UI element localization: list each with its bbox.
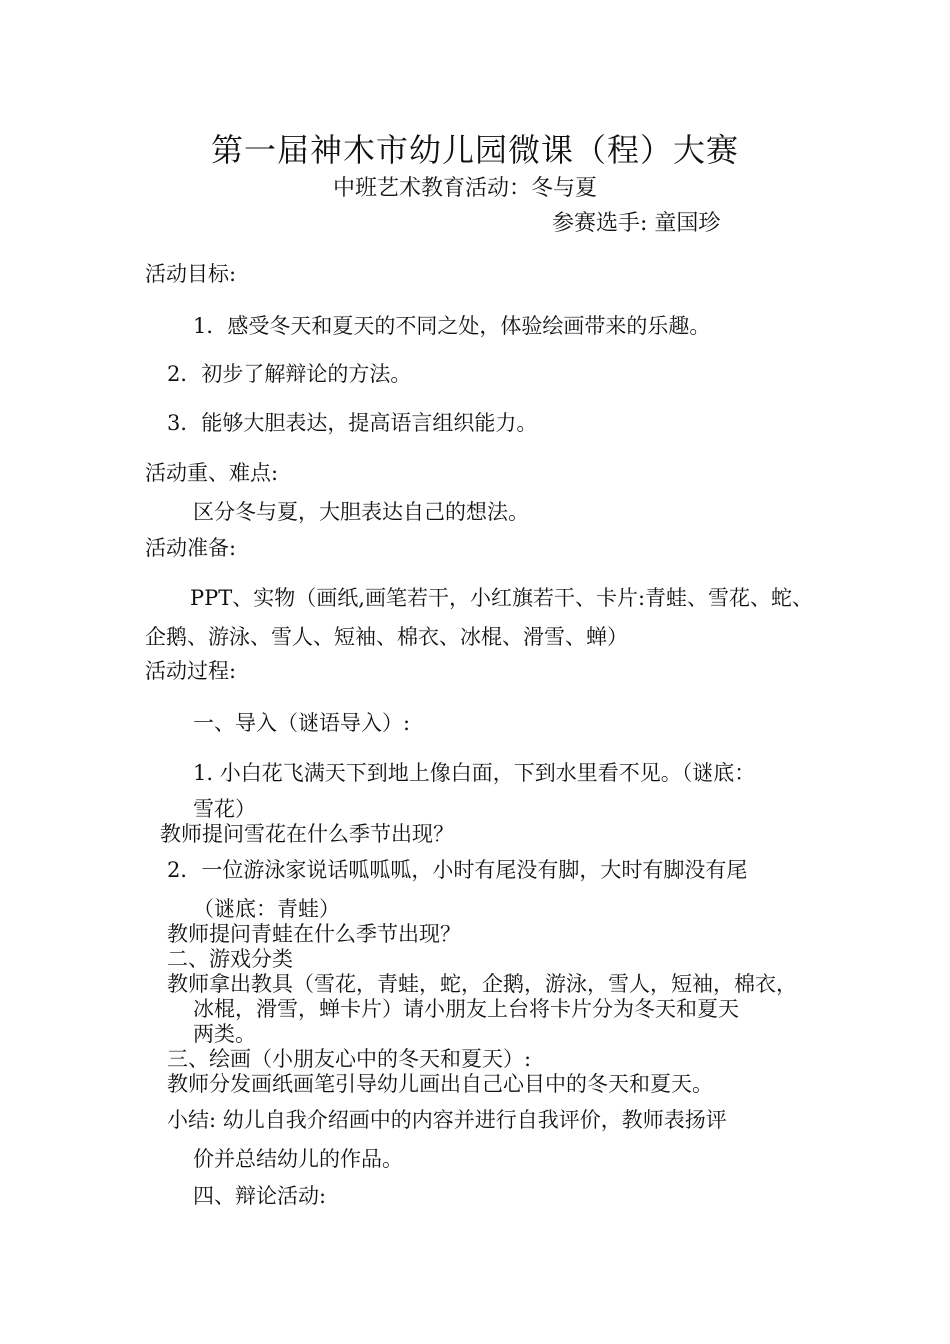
key-points-text: 区分冬与夏，大胆表达自己的想法。 <box>193 500 529 524</box>
game-line-2: 冰棍，滑雪，蝉卡片）请小朋友上台将卡片分为冬天和夏天 <box>193 997 739 1021</box>
riddle-2-line-2: （谜底：青蛙） <box>193 897 340 921</box>
summary-line-2: 价并总结幼儿的作品。 <box>193 1147 403 1171</box>
preparation-line-2: 企鹅、游泳、雪人、短袖、棉衣、冰棍、滑雪、蝉） <box>145 625 628 649</box>
goal-item-2: 2．初步了解辩论的方法。 <box>167 362 412 386</box>
section-1-heading: 一、导入（谜语导入）: <box>193 711 411 735</box>
drawing-instruction: 教师分发画纸画笔引导幼儿画出自己心目中的冬天和夏天。 <box>167 1072 713 1096</box>
game-line-1: 教师拿出教具（雪花，青蛙，蛇，企鹅，游泳，雪人，短袖，棉衣， <box>167 972 797 996</box>
key-points-heading: 活动重、难点: <box>145 461 279 485</box>
riddle-1-line-2: 雪花） <box>193 797 256 821</box>
section-3-heading: 三、绘画（小朋友心中的冬天和夏天）: <box>167 1047 532 1071</box>
preparation-line-1: PPT、实物（画纸,画笔若干，小红旗若干、卡片:青蛙、雪花、蛇、 <box>190 586 814 610</box>
preparation-heading: 活动准备: <box>145 536 237 560</box>
process-heading: 活动过程: <box>145 659 237 683</box>
document-title: 第一届神木市幼儿园微课（程）大赛 <box>210 131 739 169</box>
riddle-1-line-1: 1. 小白花飞满天下到地上像白面，下到水里看不见。（谜底： <box>193 761 756 785</box>
riddle-1-question: 教师提问雪花在什么季节出现？ <box>160 822 454 846</box>
goal-item-3: 3．能够大胆表达，提高语言组织能力。 <box>167 411 538 435</box>
section-2-heading: 二、游戏分类 <box>167 947 293 971</box>
goals-heading: 活动目标: <box>145 262 237 286</box>
contestant-name: 参赛选手: 童国珍 <box>552 211 721 236</box>
game-line-3: 两类。 <box>193 1022 256 1046</box>
section-4-heading: 四、辩论活动: <box>193 1184 327 1208</box>
riddle-2-line-1: 2．一位游泳家说话呱呱呱，小时有尾没有脚，大时有脚没有尾 <box>167 858 748 882</box>
riddle-2-question: 教师提问青蛙在什么季节出现？ <box>167 922 461 946</box>
goal-item-1: 1．感受冬天和夏天的不同之处，体验绘画带来的乐趣。 <box>193 314 711 338</box>
summary-line-1: 小结: 幼儿自我介绍画中的内容并进行自我评价，教师表扬评 <box>167 1108 727 1132</box>
document-subtitle: 中班艺术教育活动：冬与夏 <box>333 176 598 201</box>
